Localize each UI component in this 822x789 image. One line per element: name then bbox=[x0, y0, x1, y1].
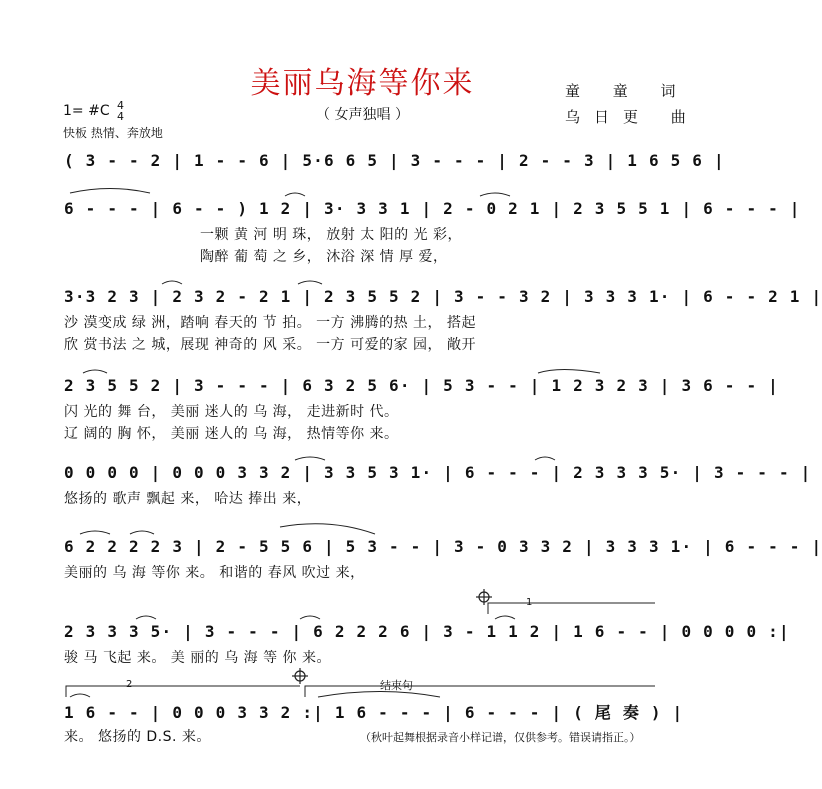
slur bbox=[285, 193, 305, 196]
slur bbox=[495, 616, 515, 619]
slur bbox=[70, 694, 90, 697]
composer-credit: 乌日更 曲 bbox=[565, 108, 700, 126]
slur bbox=[318, 692, 440, 698]
volta-1-label: 1 bbox=[526, 597, 533, 608]
ending-bracket bbox=[305, 686, 655, 697]
slur bbox=[298, 281, 322, 284]
time-signature-bottom: 4 bbox=[117, 110, 125, 123]
ending-label: 结束句 bbox=[380, 679, 413, 692]
lyric-line: 沙 漠变成 绿 洲，踏响 春天的 节 拍。 一方 沸腾的热 土， 搭起 bbox=[64, 315, 477, 331]
lyric-line: 辽 阔的 胸 怀， 美丽 迷人的 乌 海， 热情等你 来。 bbox=[64, 426, 399, 442]
score-system-8: 1 6 - - | 0 0 0 3 3 2 :| 1 6 - - - | 6 - - - | ( 尾 奏 ) | bbox=[64, 703, 684, 722]
tempo-marking: 快板 热情、奔放地 bbox=[63, 126, 163, 140]
slur bbox=[480, 193, 510, 196]
slur bbox=[136, 616, 156, 619]
subtitle: （ 女声独唱 ） bbox=[316, 107, 409, 123]
slur bbox=[300, 616, 320, 619]
volta-2-label: 2 bbox=[126, 679, 133, 690]
score-system-7: 2 3 3 3 5· | 3 - - - | 6 2 2 2 6 | 3 - 1 1 2 | 1 6 - - | 0 0 0 0 :| bbox=[64, 622, 790, 641]
lyric-line: 悠扬的 歌声 飘起 来， 哈达 捧出 来， bbox=[64, 491, 312, 507]
key-text: 1= #C bbox=[63, 103, 110, 119]
page-title: 美丽乌海等你来 bbox=[250, 66, 475, 101]
slur bbox=[538, 370, 600, 374]
slur bbox=[535, 457, 555, 460]
slur bbox=[162, 281, 182, 284]
lyric-line: 陶醉 葡 萄 之 乡， 沐浴 深 情 厚 爱， bbox=[200, 249, 448, 265]
transcription-note: （秋叶起舞根据录音小样记谱，仅供参考。错误请指正。） bbox=[360, 731, 641, 744]
slur bbox=[80, 531, 110, 534]
slur bbox=[295, 457, 325, 460]
slur bbox=[130, 531, 154, 534]
slur bbox=[280, 524, 375, 534]
score-system-1: ( 3 - - 2 | 1 - - 6 | 5·6 6 5 | 3 - - - | 2 - - 3 | 1 6 5 6 | bbox=[64, 151, 725, 170]
lyric-line: 一颗 黄 河 明 珠， 放射 太 阳的 光 彩， bbox=[200, 227, 463, 243]
lyric-line: 骏 马 飞起 来。 美 丽的 乌 海 等 你 来。 bbox=[64, 650, 332, 666]
lyric-line: 来。 悠扬的 D.S. 来。 bbox=[64, 729, 211, 745]
score-system-2: 6 - - - | 6 - - ) 1 2 | 3· 3 3 1 | 2 - 0 2 1 | 2 3 5 5 1 | 6 - - - | bbox=[64, 199, 801, 218]
slur bbox=[83, 370, 107, 373]
score-system-5: 0 0 0 0 | 0 0 0 3 3 2 | 3 3 5 3 1· | 6 - - - | 2 3 3 3 5· | 3 - - - | bbox=[64, 463, 812, 482]
score-system-3: 3·3 2 3 | 2 3 2 - 2 1 | 2 3 5 5 2 | 3 - - 3 2 | 3 3 3 1· | 6 - - 2 1 | bbox=[64, 287, 822, 306]
slur bbox=[70, 189, 150, 194]
lyric-line: 欣 赏书法 之 城，展现 神奇的 风 采。 一方 可爱的家 园， 敞开 bbox=[64, 337, 477, 353]
lyric-line: 美丽的 乌 海 等你 来。 和谐的 春风 吹过 来， bbox=[64, 565, 365, 581]
volta-2-bracket bbox=[66, 686, 300, 697]
volta-1-bracket bbox=[488, 603, 655, 614]
score-system-4: 2 3 5 5 2 | 3 - - - | 6 3 2 5 6· | 5 3 - - | 1 2 3 2 3 | 3 6 - - | bbox=[64, 376, 779, 395]
lyricist-credit: 童 童 词 bbox=[565, 82, 690, 100]
score-system-6: 6 2 2 2 2 3 | 2 - 5 5 6 | 5 3 - - | 3 - 0 3 3 2 | 3 3 3 1· | 6 - - - | bbox=[64, 537, 822, 556]
lyric-line: 闪 光的 舞 台， 美丽 迷人的 乌 海， 走进新时 代。 bbox=[64, 404, 399, 420]
time-signature-top: 4 bbox=[117, 99, 125, 112]
